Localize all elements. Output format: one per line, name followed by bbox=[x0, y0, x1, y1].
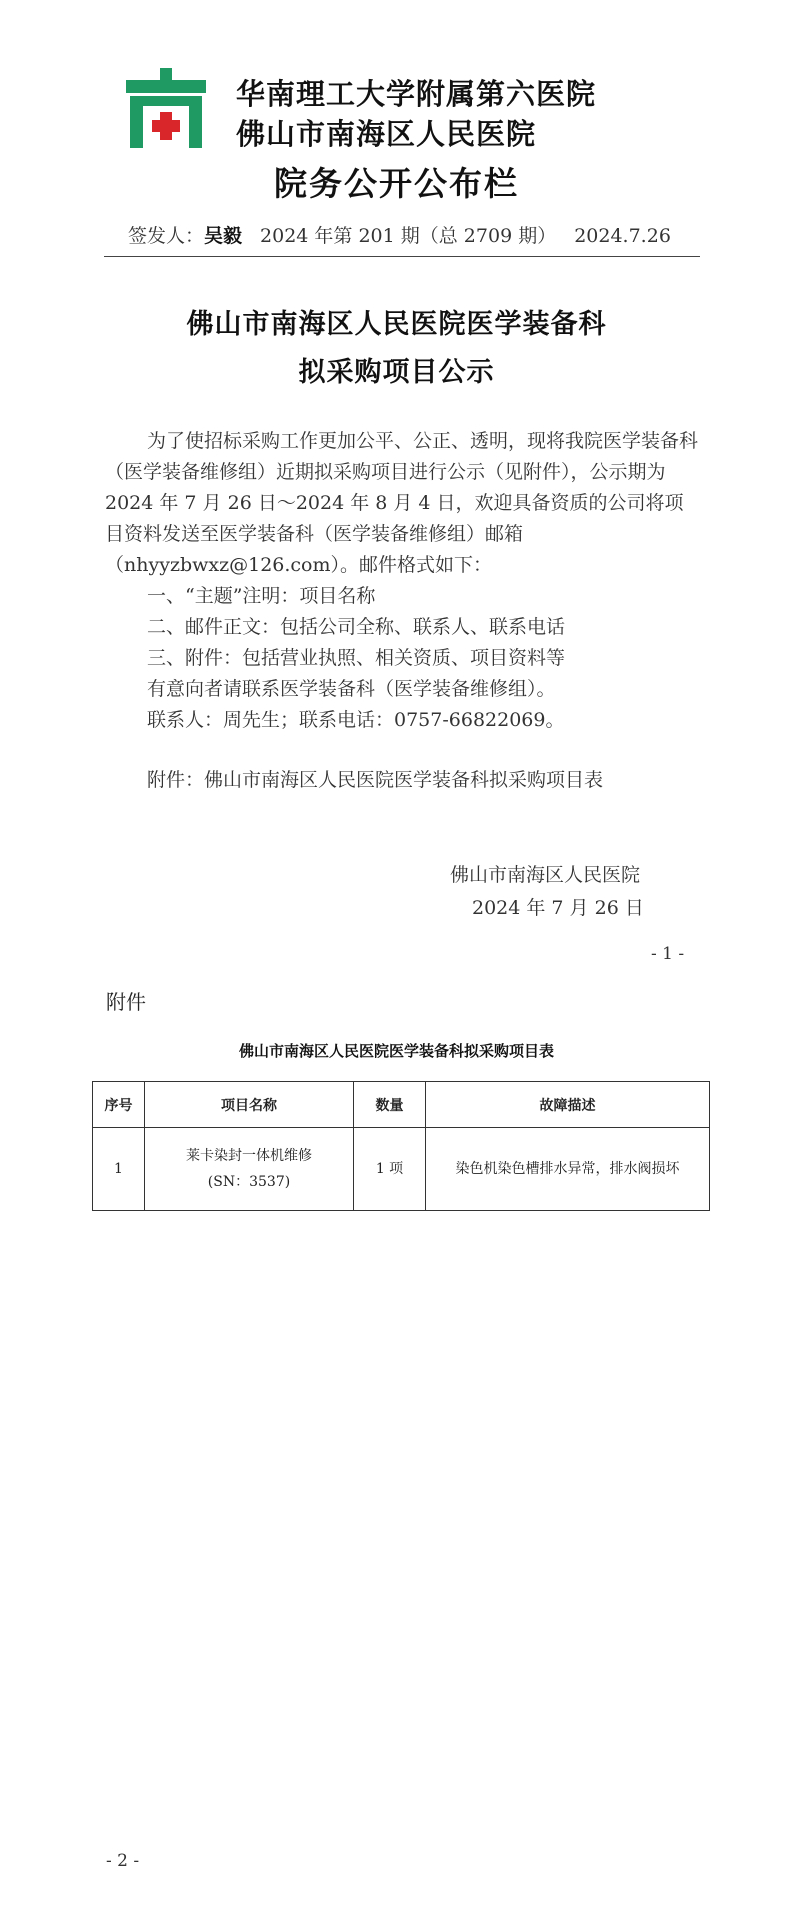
list-item: 二、邮件正文：包括公司全称、联系人、联系电话 bbox=[147, 616, 566, 638]
issue-date: 2024.7.26 bbox=[574, 225, 671, 247]
cell-no: 1 bbox=[93, 1128, 145, 1211]
cell-qty: 1 项 bbox=[354, 1128, 426, 1211]
sign-date: 2024 年 7 月 26 日 bbox=[472, 897, 644, 919]
board-title: 院务公开公布栏 bbox=[274, 164, 519, 203]
contact-person: 联系人：周先生；联系电话：0757-66822069。 bbox=[147, 709, 565, 731]
cell-fault: 染色机染色槽排水异常，排水阀损坏 bbox=[426, 1128, 710, 1211]
issuer-line bbox=[128, 221, 671, 248]
column-header: 故障描述 bbox=[426, 1082, 710, 1128]
notice-title-line2: 拟采购项目公示 bbox=[298, 357, 495, 388]
issuer-label: 签发人： bbox=[128, 225, 205, 247]
hospital-logo-icon bbox=[126, 68, 206, 148]
issuer-name: 吴毅 bbox=[204, 225, 243, 247]
header-divider bbox=[104, 256, 700, 257]
cell-name bbox=[145, 1128, 354, 1211]
contact-line: 有意向者请联系医学装备科（医学装备维修组）。 bbox=[147, 678, 556, 700]
attachment-label: 附件 bbox=[106, 990, 146, 1014]
org-name-line2: 佛山市南海区人民医院 bbox=[236, 117, 537, 151]
notice-paragraph: 为了使招标采购工作更加公平、公正、透明，现将我院医学装备科（医学装备维修组）近期拟采购项目进行公示（见附件），公示期为 2024 年 7 月 26 日～2024 年 8 月 4 日，欢迎具备资质的公司将项目资料发送至医学装备科（医学装备维修组）邮箱（nhyyzbwxz@126.com）。邮件格式如下： bbox=[105, 430, 699, 576]
org-name-line1: 华南理工大学附属第六医院 bbox=[236, 77, 597, 111]
list-item: 一、“主题”注明：项目名称 bbox=[147, 585, 376, 607]
column-header: 项目名称 bbox=[145, 1082, 354, 1128]
item-name: 莱卡染封一体机维修 bbox=[186, 1148, 312, 1164]
notice-body bbox=[105, 426, 700, 736]
column-header: 序号 bbox=[93, 1082, 145, 1128]
table-row bbox=[93, 1128, 710, 1211]
procurement-table bbox=[92, 1081, 710, 1211]
column-header: 数量 bbox=[354, 1082, 426, 1128]
table-title: 佛山市南海区人民医院医学装备科拟采购项目表 bbox=[238, 1042, 554, 1060]
issue-number: 2024 年第 201 期（总 2709 期） bbox=[260, 225, 557, 247]
sign-org: 佛山市南海区人民医院 bbox=[450, 864, 641, 886]
attachment-reference: 附件：佛山市南海区人民医院医学装备科拟采购项目表 bbox=[147, 769, 604, 791]
table-header-row bbox=[93, 1082, 710, 1128]
item-serial: (SN：3537) bbox=[207, 1174, 291, 1190]
list-item: 三、附件：包括营业执照、相关资质、项目资料等 bbox=[147, 647, 566, 669]
page-number-1: - 1 - bbox=[651, 944, 685, 964]
page-number-2: - 2 - bbox=[106, 1851, 140, 1871]
notice-title-line1: 佛山市南海区人民医院医学装备科 bbox=[186, 309, 607, 340]
